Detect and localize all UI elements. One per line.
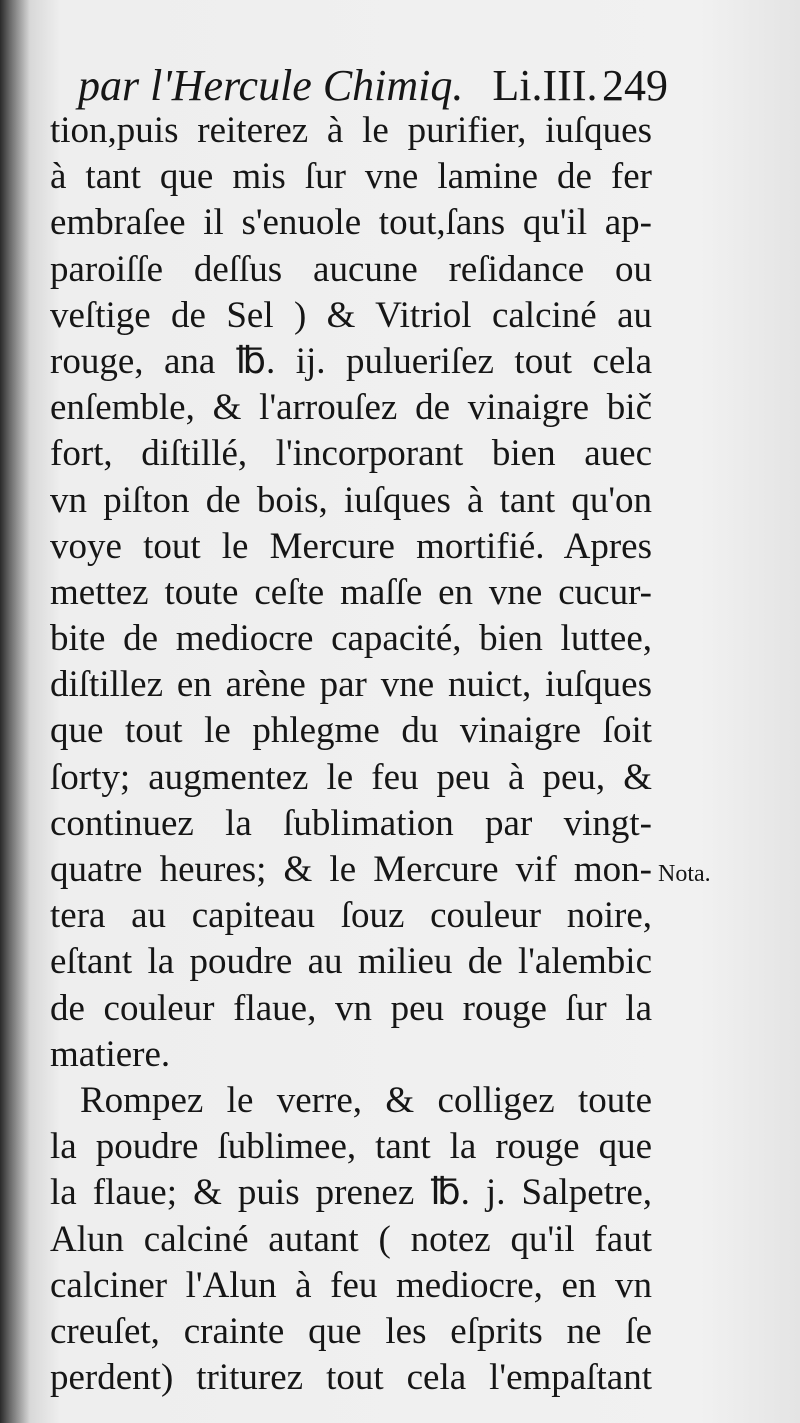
running-title: par l'Hercule Chimiq. bbox=[78, 61, 464, 110]
text-line: bite de mediocre capacité, bien luttee, bbox=[50, 618, 652, 660]
text-line: paroiſſe deſſus aucune reſidance ou bbox=[50, 248, 652, 290]
text-line: ſorty; augmentez le feu peu à peu, & bbox=[50, 756, 652, 798]
paragraph-start-line: Rompez le verre, & colligez toute bbox=[80, 1079, 652, 1121]
text-line: tion,puis reiterez à le purifier, iuſques bbox=[50, 110, 652, 151]
text-line: diſtillez en arène par vne nuict, iuſques bbox=[50, 664, 652, 706]
text-line: Alun calciné autant ( notez qu'il faut bbox=[50, 1218, 652, 1260]
text-line: vn piſton de bois, iuſques à tant qu'on bbox=[50, 479, 652, 521]
text-line: la poudre ſublimee, tant la rouge que bbox=[50, 1126, 652, 1168]
text-line: tera au capiteau ſouz couleur noire, bbox=[50, 895, 652, 937]
text-line: fort, diſtillé, l'incorporant bien auec bbox=[50, 433, 652, 475]
text-line: de couleur flaue, vn peu rouge ſur la bbox=[50, 987, 652, 1029]
text-line: matiere. bbox=[50, 1033, 171, 1075]
text-line: rouge, ana ℔. ij. pulueriſez tout cela bbox=[50, 340, 652, 382]
text-line: la flaue; & puis prenez ℔. j. Salpetre, bbox=[50, 1172, 652, 1214]
text-line: embraſee il s'enuole tout,ſans qu'il ap- bbox=[50, 202, 652, 244]
margin-note: Nota. bbox=[658, 861, 711, 887]
text-line: creuſet, crainte que les eſprits ne ſe bbox=[50, 1310, 652, 1352]
text-line: mettez toute ceſte maſſe en vne cucur- bbox=[50, 571, 652, 613]
text-line: à tant que mis ſur vne lamine de fer bbox=[50, 156, 652, 198]
book-number: Li.III. bbox=[492, 61, 598, 110]
text-line: que tout le phlegme du vinaigre ſoit bbox=[50, 710, 652, 752]
text-line: voye tout le Mercure mortifié. Apres bbox=[50, 525, 652, 567]
text-line: perdent) triturez tout cela l'empaſtant bbox=[50, 1357, 652, 1399]
body-text bbox=[50, 108, 652, 1401]
text-line: veſtige de Sel ) & Vitriol calciné au bbox=[50, 294, 652, 336]
text-line: quatre heures; & le Mercure vif mon- bbox=[50, 849, 652, 890]
text-line: enſemble, & l'arrouſez de vinaigre bič bbox=[50, 387, 652, 429]
page-number: 249 bbox=[602, 61, 668, 110]
text-line: continuez la ſublimation par vingt- bbox=[50, 802, 652, 844]
running-header bbox=[78, 62, 668, 110]
text-line: calciner l'Alun à feu mediocre, en vn bbox=[50, 1264, 652, 1306]
text-line: eſtant la poudre au milieu de l'alembic bbox=[50, 941, 652, 983]
